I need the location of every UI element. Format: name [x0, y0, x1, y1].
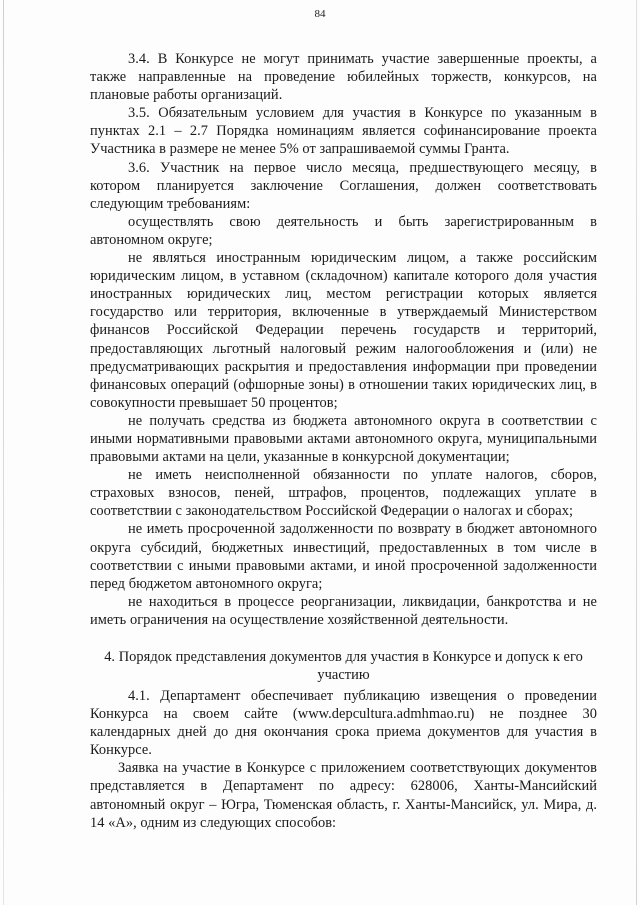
section-4-heading: 4. Порядок представления документов для участия в Конкурсе и допуск к его участию — [104, 649, 583, 683]
requirement-not-foreign: не являться иностранным юридическим лицом, а также российским юридическим лицом, в уставном (складочном) капитале которого доля участия иностранных юридических лиц, местом регистрации которых является государство или территория, включенные в утверждаемый Министерством финансов Российской Федерации перечень государств и территорий, предоставляющих льготный налоговый режим налогообложения и (или) не предусматривающих раскрытия и предоставления информации при проведении финансовых операций (офшорные зоны) в отношении таких юридических лиц, в совокупности превышает 50 процентов; — [90, 250, 597, 411]
requirement-no-overdue-debt: не иметь просроченной задолженности по возврату в бюджет автономного округа субсидий, бюджетных инвестиций, предоставленных в том числе в соответствии с иными правовыми актами, и иной просроченной задолженности перед бюджетом автономного округа; — [90, 521, 597, 592]
scan-edge-right — [636, 0, 637, 905]
paragraph-3-5: 3.5. Обязательным условием для участия в Конкурсе по указанным в пунктах 2.1 – 2.7 Порядка номинациям является софинансирование проекта Участника в размере не менее 5% от запрашиваемой суммы Гранта. — [90, 105, 597, 158]
page-number: 84 — [314, 8, 326, 20]
scan-edge-left — [3, 0, 4, 905]
paragraph-3-4: 3.4. В Конкурсе не могут принимать участие завершенные проекты, а также направленные на проведение юбилейных торжеств, конкурсов, на плановые работы организаций. — [90, 51, 597, 104]
paragraph-4-1: 4.1. Департамент обеспечивает публикацию извещения о проведении Конкурса на своем сайте (www.depcultura.admhmao.ru) не позднее 30 календарных дней до дня окончания срока приема документов для участия в Конкурсе. — [90, 688, 597, 759]
requirement-no-tax-debt: не иметь неисполненной обязанности по уплате налогов, сборов, страховых взносов, пеней, штрафов, процентов, подлежащих уплате в соответствии с законодательством Российской Федерации о налогах и сборах; — [90, 467, 597, 520]
requirement-no-reorganization: не находиться в процессе реорганизации, ликвидации, банкротства и не иметь ограничения на осуществление хозяйственной деятельности. — [90, 593, 597, 628]
requirement-registration: осуществлять свою деятельность и быть зарегистрированным в автономном округе; — [90, 213, 597, 248]
paragraph-application: Заявка на участие в Конкурсе с приложением соответствующих документов представляется в Департамент по адресу: 628006, Ханты-Мансийский автономный округ – Югра, Тюменская область, г. Ханты-Мансийск, ул. Мира, д. 14 «А», одним из следующих способов: — [90, 760, 597, 831]
document-body — [90, 50, 597, 832]
paragraph-3-6: 3.6. Участник на первое число месяца, предшествующего месяцу, в котором планируется заключение Соглашения, должен соответствовать следующим требованиям: — [90, 159, 597, 212]
requirement-no-budget-funds: не получать средства из бюджета автономного округа в соответствии с иными нормативными правовыми актами автономного округа, муниципальными правовыми актами на цели, указанные в конкурсной документации; — [90, 412, 597, 466]
